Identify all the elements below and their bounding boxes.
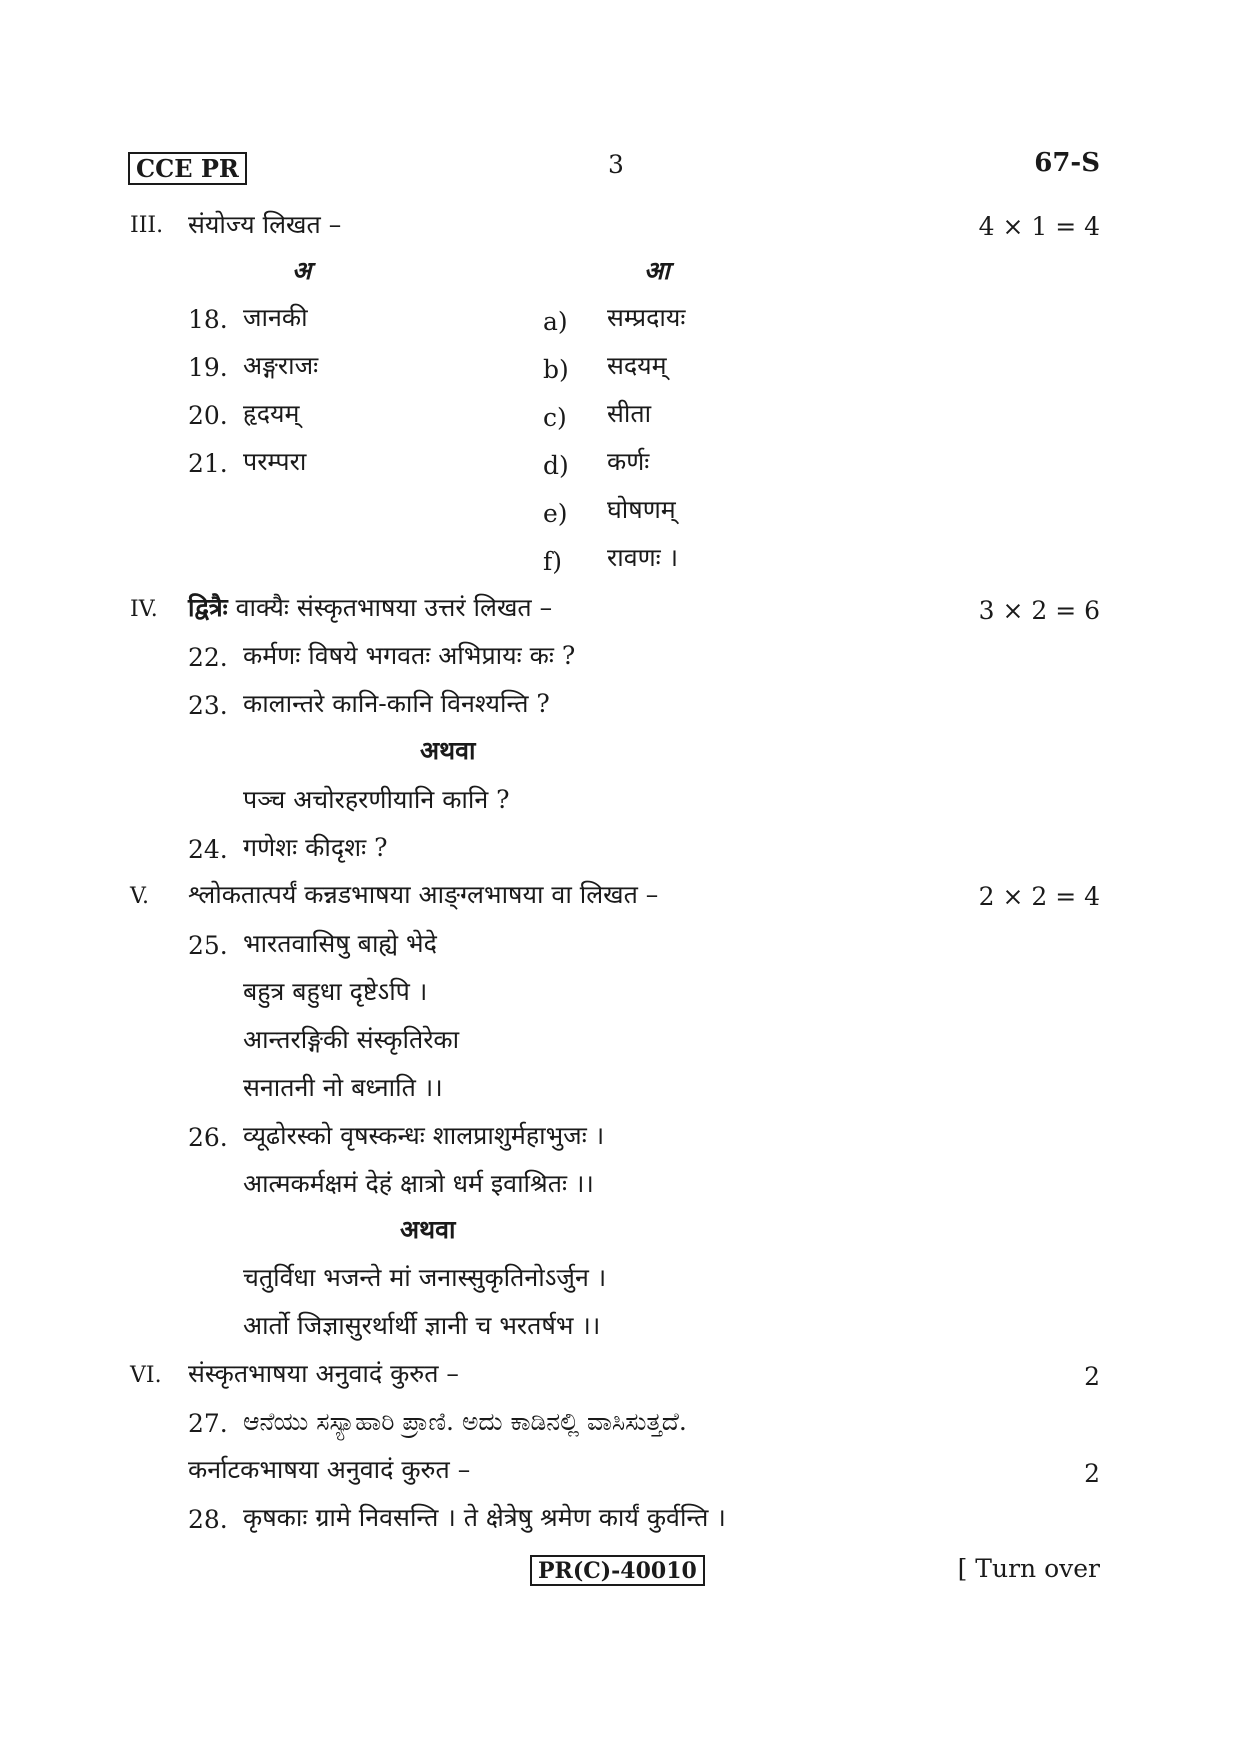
- section-6-number: VI.: [130, 1363, 162, 1388]
- section-6-marks: 2: [1084, 1362, 1100, 1391]
- match-right-item-text: सदयम्: [607, 351, 667, 380]
- question-text: कर्मणः विषये भगवतः अभिप्रायः कः ?: [243, 641, 576, 670]
- question-text: कालान्तरे कानि-कानि विनश्यन्ति ?: [243, 689, 550, 718]
- question-number: 22.: [188, 643, 228, 672]
- section-5-number: V.: [130, 884, 150, 909]
- match-left-item-text: हृदयम्: [243, 399, 300, 428]
- section-5-marks: 2 × 2 = 4: [978, 882, 1100, 911]
- question-text: गणेशः कीदृशः ?: [243, 833, 388, 862]
- paper-code: 67-S: [1034, 148, 1100, 178]
- question-number: 24.: [188, 835, 228, 864]
- match-left-item: 19.: [188, 353, 228, 382]
- match-left-item-text: अङ्गराजः: [243, 351, 319, 380]
- section-3-marks: 4 × 1 = 4: [978, 212, 1100, 241]
- verse-line: सनातनी नो बध्नाति ।।: [243, 1073, 443, 1102]
- section-5-title: श्लोकतात्पर्यं कन्नडभाषया आङ्ग्लभाषया वा लिखत –: [188, 880, 659, 909]
- question-number: 25.: [188, 931, 228, 960]
- match-right-item-text: घोषणम्: [607, 495, 676, 524]
- match-right-label: d): [543, 451, 569, 480]
- question-number: 27.: [188, 1409, 228, 1438]
- section-4-title: [188, 595, 552, 620]
- verse-line: चतुर्विधा भजन्ते मां जनास्सुकृतिनोऽर्जुन ।: [243, 1263, 607, 1292]
- section-4-title-rest: वाक्यैः संस्कृतभाषया उत्तरं लिखत –: [235, 593, 553, 622]
- match-right-label: a): [543, 307, 568, 336]
- or-label: अथवा: [400, 1215, 456, 1244]
- verse-line: बहुत्र बहुधा दृष्टेऽपि ।: [243, 977, 428, 1006]
- question-number: 26.: [188, 1123, 228, 1152]
- page-number: 3: [608, 150, 624, 179]
- cce-pr-box: CCE PR: [128, 152, 247, 185]
- match-right-label: e): [543, 499, 568, 528]
- match-right-item-text: कर्णः: [607, 447, 650, 476]
- match-right-item-text: सम्प्रदायः: [607, 303, 686, 332]
- match-right-label: b): [543, 355, 569, 384]
- verse-line: आर्तो जिज्ञासुरर्थार्थी ज्ञानी च भरतर्षभ ।।: [243, 1311, 601, 1340]
- question-text: ಆನೆಯು ಸಸ್ಯಾಹಾರಿ ಪ್ರಾಣಿ. ಅದು ಕಾಡಿನಲ್ಲಿ ವಾಸಿಸುತ್ತದೆ.: [243, 1407, 687, 1436]
- section-6-subtitle: कर्नाटकभाषया अनुवादं कुरुत –: [188, 1455, 471, 1484]
- section-4-title-bold: द्वित्रैः: [188, 593, 228, 622]
- footer-code-box: PR(C)-40010: [530, 1555, 705, 1586]
- section-6-title: संस्कृतभाषया अनुवादं कुरुत –: [188, 1359, 459, 1388]
- column-b-heading: आ: [644, 256, 670, 285]
- question-number: 23.: [188, 691, 228, 720]
- match-right-item-text: रावणः ।: [607, 543, 679, 572]
- verse-line: आत्मकर्मक्षमं देहं क्षात्रो धर्म इवाश्रितः ।।: [243, 1169, 594, 1198]
- section-6-marks-2: 2: [1084, 1459, 1100, 1488]
- or-label: अथवा: [420, 736, 476, 765]
- section-3-title: संयोज्य लिखत –: [188, 210, 342, 239]
- section-4-marks: 3 × 2 = 6: [978, 596, 1100, 625]
- match-left-item: 21.: [188, 449, 228, 478]
- turn-over: [ Turn over: [957, 1554, 1100, 1583]
- match-left-item: 18.: [188, 305, 228, 334]
- match-left-item: 20.: [188, 401, 228, 430]
- column-a-heading: अ: [292, 256, 312, 285]
- match-left-item-text: जानकी: [243, 303, 308, 332]
- match-right-item-text: सीता: [607, 399, 652, 428]
- match-right-label: f): [543, 547, 563, 576]
- verse-line: आन्तरङ्गिकी संस्कृतिरेका: [243, 1025, 460, 1054]
- verse-line: भारतवासिषु बाह्ये भेदे: [243, 929, 437, 958]
- section-4-number: IV.: [130, 597, 158, 622]
- question-text: कृषकाः ग्रामे निवसन्ति । ते क्षेत्रेषु श्रमेण कार्यं कुर्वन्ति ।: [243, 1503, 726, 1532]
- question-number: 28.: [188, 1505, 228, 1534]
- section-3-number: III.: [130, 213, 164, 238]
- question-text: पञ्च अचोरहरणीयानि कानि ?: [243, 785, 510, 814]
- verse-line: व्यूढोरस्को वृषस्कन्धः शालप्राशुर्महाभुजः ।: [243, 1121, 605, 1150]
- match-right-label: c): [543, 403, 567, 432]
- match-left-item-text: परम्परा: [243, 447, 307, 476]
